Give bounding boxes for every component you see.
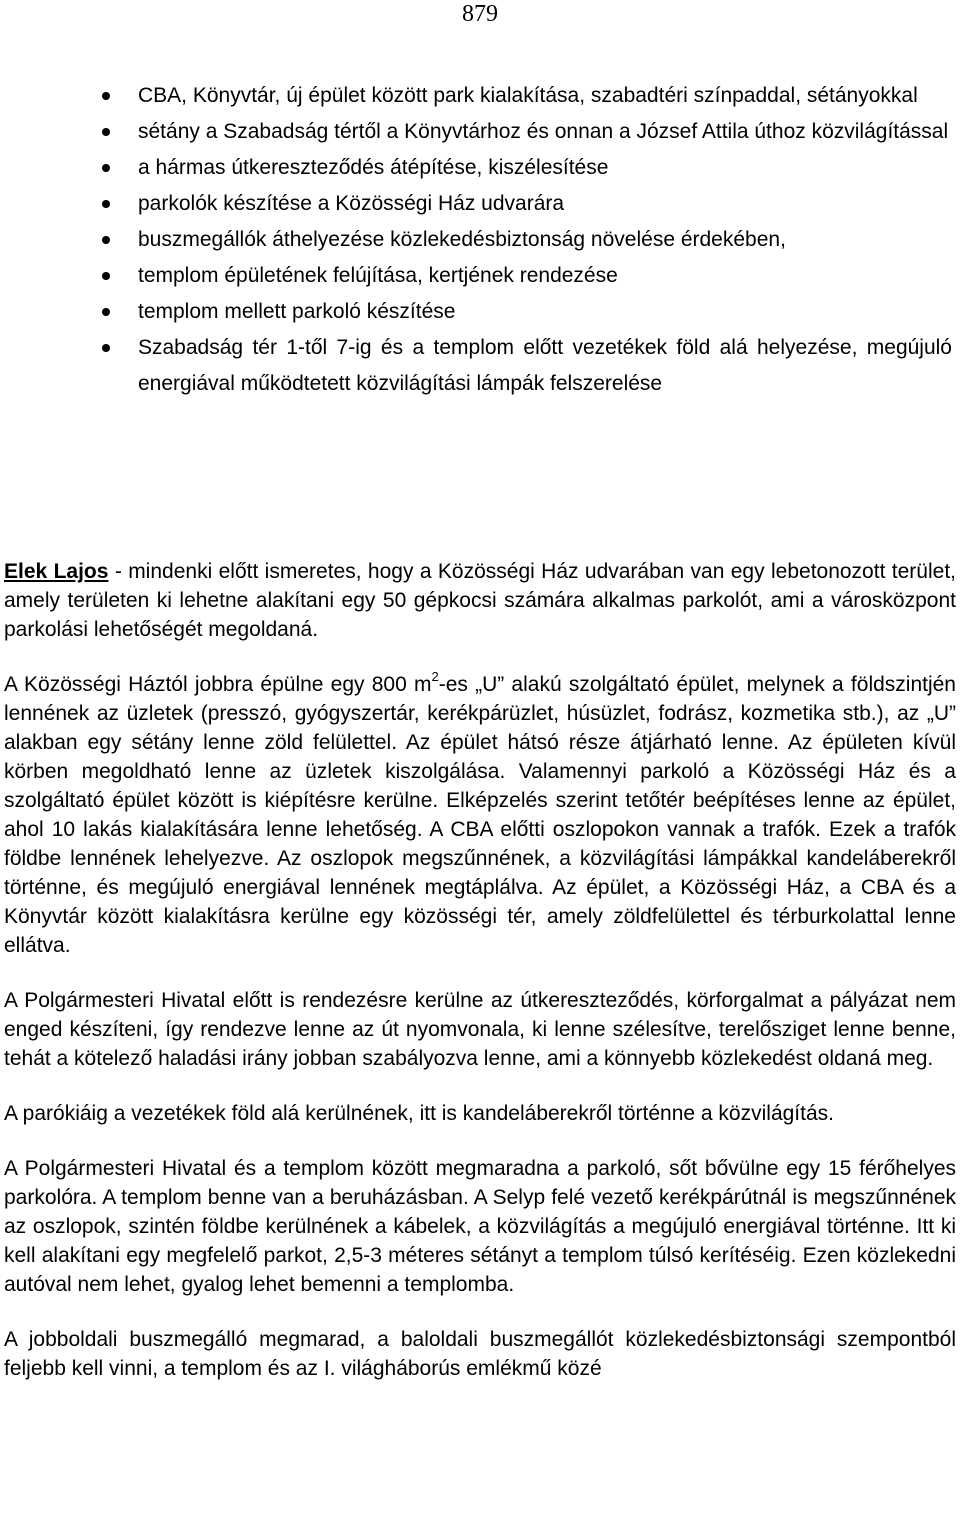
paragraph-text: A Közösségi Háztól jobbra épülne egy 800 m: [4, 673, 432, 696]
paragraph-text: - mindenki előtt ismeretes, hogy a Közösségi Ház udvarában van egy lebetonozott terület, amely területen ki lehetne alakítani egy 50 gépkocsi számára alkalmas parkolót, ami a városközpont parkolási lehetőségét megoldaná.: [4, 560, 956, 641]
bullet-item: sétány a Szabadság tértől a Könyvtárhoz és onnan a József Attila úthoz közvilágítással: [0, 114, 960, 150]
speaker-name: Elek Lajos: [4, 560, 109, 583]
bullet-item: CBA, Könyvtár, új épület között park kialakítása, szabadtéri színpaddal, sétányokkal: [0, 78, 960, 114]
paragraph-text: -es „U” alakú szolgáltató épület, melynek a földszintjén lennének az üzletek (presszó, gyógyszertár, kerékpárüzlet, húsüzlet, fodrász, kozmetika stb.), az „U” alakban egy sétány lenne zöld felülettel. Az épület hátsó része átjárható lenne. Az épületen kívül körben megoldható lenne az üzletek kiszolgálása. Valamennyi parkoló a Közösségi Ház és a szolgáltató épület között is kiépítésre kerülne. Elképzelés szerint tetőtér beépítéses lenne az épület, ahol 10 lakás kialakítására lenne lehetőség. A CBA előtti oszlopokon vannak a trafók. Ezek a trafók földbe lennének lehelyezve. Az oszlopok megszűnnének, a közvilágítási lámpákkal kandeláberekről történne, és megújuló energiával lennének megtáplálva. Az épület, a Közösségi Ház, a CBA és a Könyvtár között kialakításra kerülne egy közösségi tér, amely zöldfelülettel és térburkolattal lenne ellátva.: [4, 673, 956, 957]
bullet-item: templom mellett parkoló készítése: [0, 294, 960, 330]
bullet-item: templom épületének felújítása, kertjének rendezése: [0, 258, 960, 294]
minutes-body: [0, 557, 956, 1409]
bullet-item: parkolók készítése a Közösségi Ház udvarára: [0, 186, 960, 222]
bullet-item: Szabadság tér 1-től 7-ig és a templom előtt vezetékek föld alá helyezése, megújuló energiával működtetett közvilágítási lámpák felszerelése: [0, 330, 960, 402]
bullet-item: buszmegállók áthelyezése közlekedésbiztonság növelése érdekében,: [0, 222, 960, 258]
bullet-item: a hármas útkereszteződés átépítése, kiszélesítése: [0, 150, 960, 186]
paragraph-service-building: [4, 670, 956, 960]
paragraph-parish-lighting: A parókiáig a vezetékek föld alá kerülnének, itt is kandeláberekről történne a közvilágítás.: [4, 1102, 834, 1125]
project-bullet-list: [0, 78, 960, 402]
paragraph-bus-stop: A jobboldali buszmegálló megmarad, a baloldali buszmegállót közlekedésbiztonsági szempontból feljebb kell vinni, a templom és az I. világháborús emlékmű közé: [4, 1328, 956, 1380]
area-superscript: 2: [431, 669, 439, 684]
page-number: 879: [462, 1, 498, 27]
paragraph-speaker-statement: [4, 557, 956, 644]
paragraph-parking-church: A Polgármesteri Hivatal és a templom között megmaradna a parkoló, sőt bővülne egy 15 férőhelyes parkolóra. A templom benne van a beruházásban. A Selyp felé vezető kerékpárútnál is megszűnnének az oszlopok, szintén földbe kerülnének a kábelek, a közvilágítás a megújuló energiával történne. Itt ki kell alakítani egy megfelelő parkot, 2,5-3 méteres sétányt a templom túlsó kerítéséig. Ezen közlekedni autóval nem lehet, gyalog lehet bemenni a templomba.: [4, 1157, 956, 1296]
paragraph-intersection: A Polgármesteri Hivatal előtt is rendezésre kerülne az útkereszteződés, körforgalmat a pályázat nem enged készíteni, így rendezve lenne az út nyomvonala, ki lenne szélesítve, terelősziget lenne benne, tehát a kötelező haladási irány jobban szabályozva lenne, ami a könnyebb közlekedést oldaná meg.: [4, 989, 956, 1070]
